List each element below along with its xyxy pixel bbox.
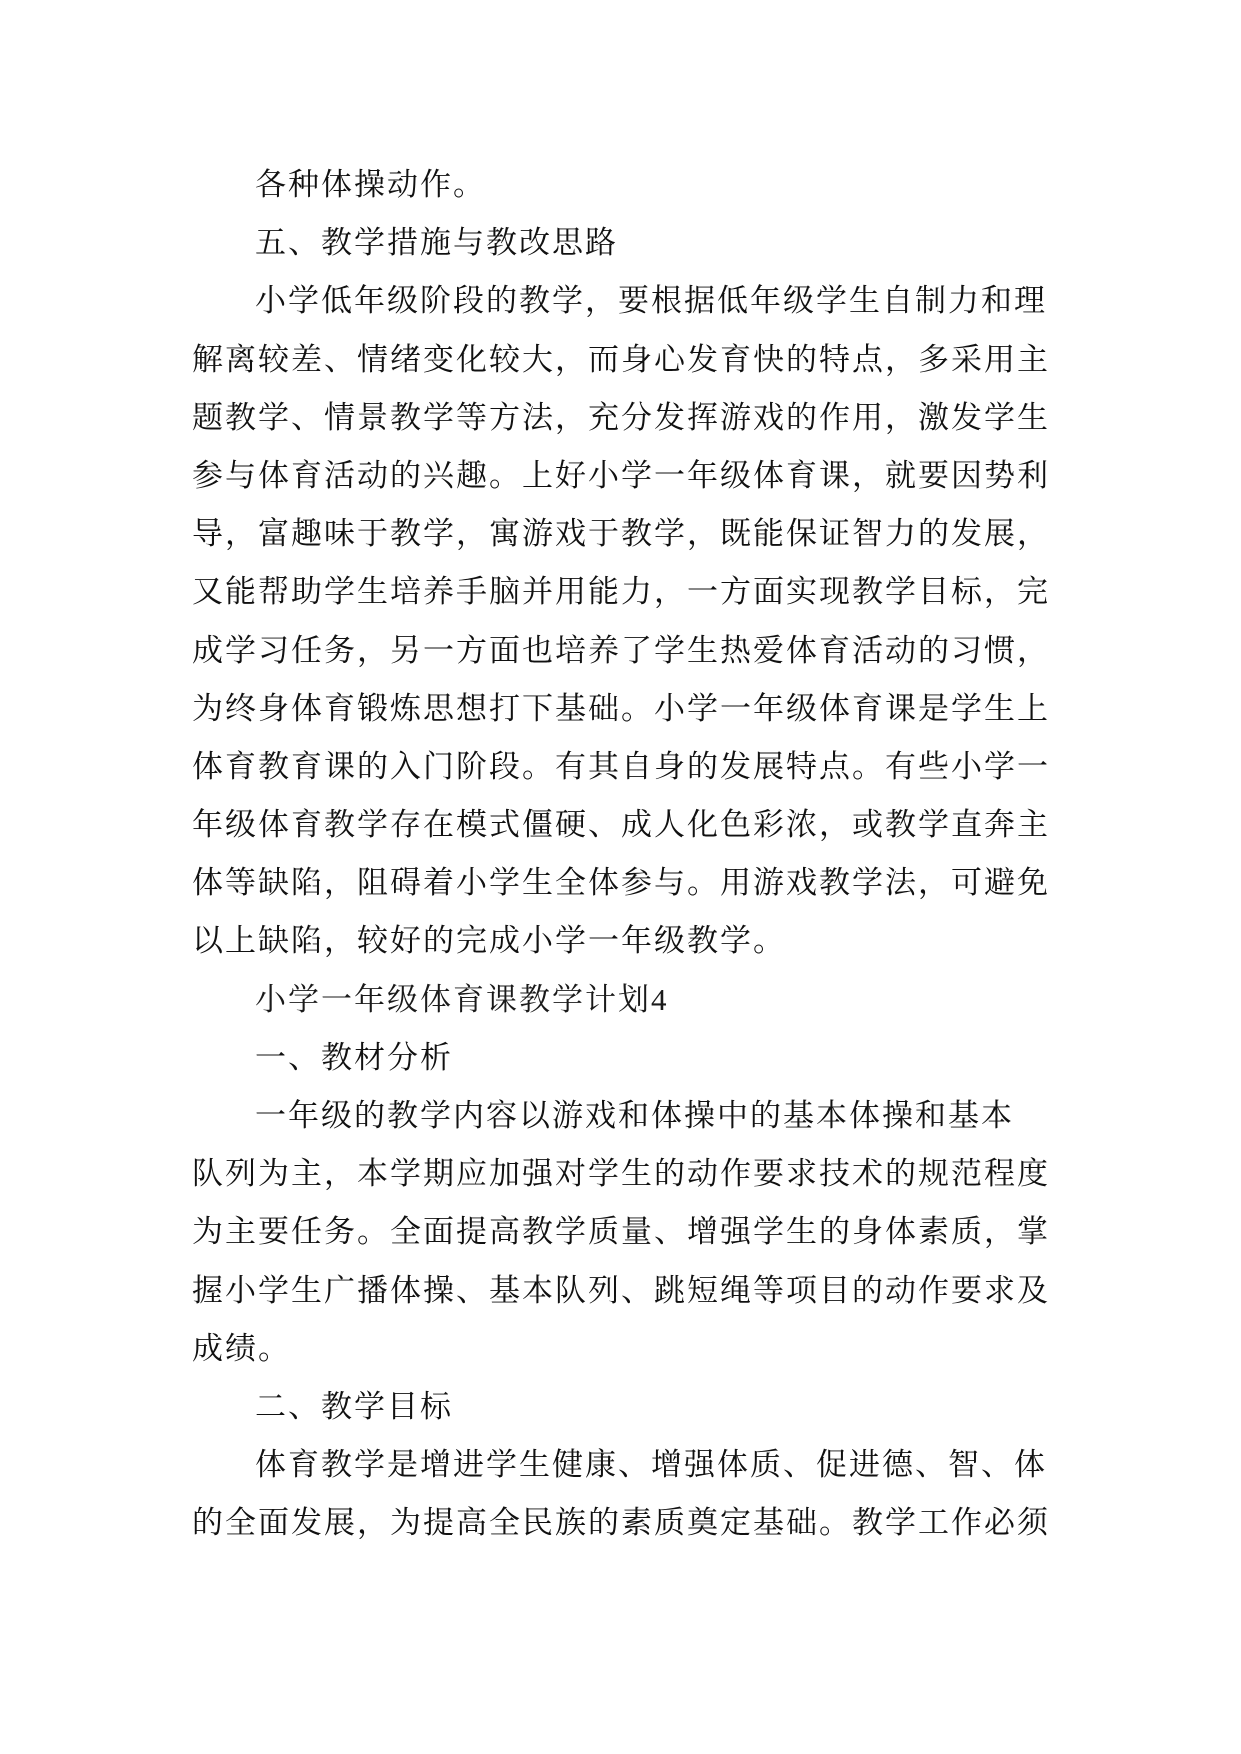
body-paragraph (192, 1436, 1092, 1552)
section-heading (192, 1029, 1092, 1087)
section-heading-text: 二、教学目标 (255, 1388, 453, 1424)
section-heading-text: 五、教学措施与教改思路 (255, 225, 618, 261)
paragraph-line: 为主要任务。全面提高教学质量、增强学生的身体素质，掌 (192, 1214, 1050, 1250)
paragraph-line: 的全面发展，为提高全民族的素质奠定基础。教学工作必须 (192, 1505, 1050, 1541)
paragraph-line: 年级体育教学存在模式僵硬、成人化色彩浓，或教学直奔主 (192, 807, 1050, 843)
paragraph-line: 又能帮助学生培养手脑并用能力，一方面实现教学目标，完 (192, 574, 1050, 610)
paragraph-line: 握小学生广播体操、基本队列、跳短绳等项目的动作要求及 (192, 1272, 1050, 1308)
body-paragraph (192, 1087, 1092, 1378)
plan-title (192, 971, 1092, 1029)
paragraph-line: 队列为主，本学期应加强对学生的动作要求技术的规范程度 (192, 1156, 1050, 1192)
paragraph-line: 题教学、情景教学等方法，充分发挥游戏的作用，激发学生 (192, 399, 1050, 435)
paragraph-line: 成学习任务，另一方面也培养了学生热爱体育活动的习惯， (192, 632, 1050, 668)
paragraph-line: 体育教学是增进学生健康、增强体质、促进德、智、体 (255, 1447, 1047, 1483)
paragraph-line: 体育教育课的入门阶段。有其自身的发展特点。有些小学一 (192, 748, 1050, 784)
paragraph-line: 解离较差、情绪变化较大，而身心发育快的特点，多采用主 (192, 341, 1050, 377)
paragraph-line: 导，富趣味于教学，寓游戏于教学，既能保证智力的发展， (192, 516, 1050, 552)
document-body (192, 156, 1092, 1553)
plan-title-text: 小学一年级体育课教学计划4 (255, 981, 669, 1017)
paragraph-line: 小学低年级阶段的教学，要根据低年级学生自制力和理 (255, 283, 1047, 319)
section-heading-text: 一、教材分析 (255, 1039, 453, 1075)
paragraph-line: 为终身体育锻炼思想打下基础。小学一年级体育课是学生上 (192, 690, 1050, 726)
paragraph-line: 一年级的教学内容以游戏和体操中的基本体操和基本 (255, 1098, 1014, 1133)
section-heading (192, 214, 1092, 272)
section-heading (192, 1378, 1092, 1436)
paragraph-continuation (192, 156, 1092, 214)
paragraph-line: 参与体育活动的兴趣。上好小学一年级体育课，就要因势利 (192, 457, 1050, 493)
paragraph-line: 体等缺陷，阻碍着小学生全体参与。用游戏教学法，可避免 (192, 865, 1050, 901)
body-paragraph (192, 272, 1092, 970)
paragraph-line: 成绩。 (192, 1330, 291, 1366)
paragraph-line: 各种体操动作。 (255, 167, 486, 202)
paragraph-line: 以上缺陷，较好的完成小学一年级教学。 (192, 923, 786, 959)
